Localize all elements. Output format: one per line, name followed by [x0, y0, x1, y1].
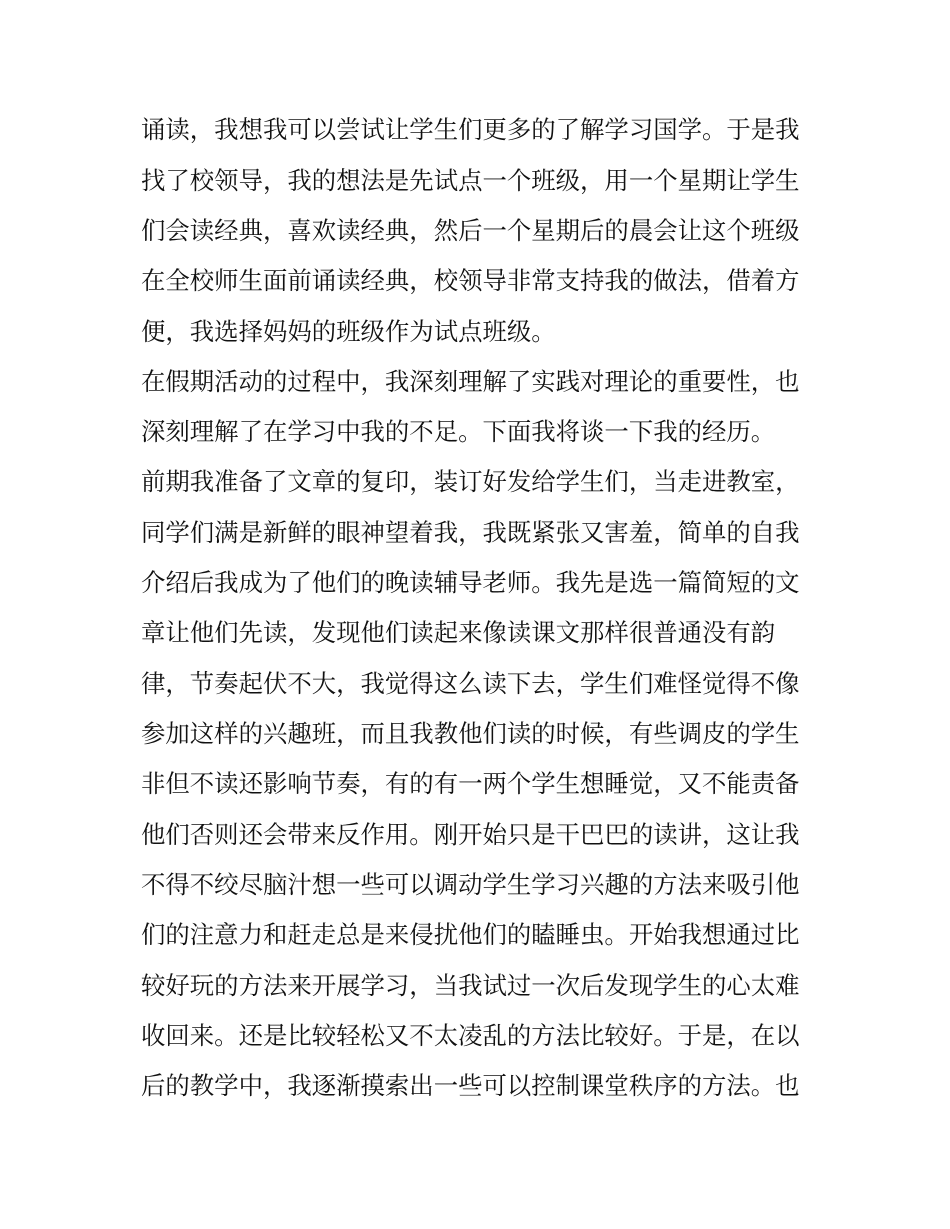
- text-line: 前期我准备了文章的复印，装订好发给学生们，当走进教室，: [141, 467, 800, 496]
- text-line: 们会读经典，喜欢读经典，然后一个星期后的晨会让这个班级: [141, 216, 800, 245]
- text-line: 们的注意力和赶走总是来侵扰他们的瞌睡虫。开始我想通过比: [141, 920, 800, 949]
- text-line: 较好玩的方法来开展学习，当我试过一次后发现学生的心太难: [141, 971, 800, 1000]
- text-line: 在全校师生面前诵读经典，校领导非常支持我的做法，借着方: [141, 266, 800, 295]
- text-line: 便，我选择妈妈的班级作为试点班级。: [141, 317, 556, 346]
- text-line: 他们否则还会带来反作用。刚开始只是干巴巴的读讲，这让我: [141, 820, 800, 849]
- text-line: 收回来。还是比较轻松又不太凌乱的方法比较好。于是，在以: [141, 1021, 800, 1050]
- text-line: 律，节奏起伏不大，我觉得这么读下去，学生们难怪觉得不像: [141, 669, 800, 698]
- text-line: 深刻理解了在学习中我的不足。下面我将谈一下我的经历。: [141, 417, 776, 446]
- text-line: 诵读，我想我可以尝试让学生们更多的了解学习国学。于是我: [141, 115, 800, 144]
- text-line: 找了校领导，我的想法是先试点一个班级，用一个星期让学生: [141, 166, 800, 195]
- text-line: 在假期活动的过程中，我深刻理解了实践对理论的重要性，也: [141, 367, 800, 396]
- text-line: 参加这样的兴趣班，而且我教他们读的时候，有些调皮的学生: [141, 719, 800, 748]
- text-line: 同学们满是新鲜的眼神望着我，我既紧张又害羞，简单的自我: [141, 518, 800, 547]
- text-line: 后的教学中，我逐渐摸索出一些可以控制课堂秩序的方法。也: [141, 1071, 800, 1100]
- text-line: 介绍后我成为了他们的晚读辅导老师。我先是选一篇简短的文: [141, 568, 800, 597]
- text-line: 章让他们先读，发现他们读起来像读课文那样很普通没有韵: [141, 618, 776, 647]
- text-line: 不得不绞尽脑汁想一些可以调动学生学习兴趣的方法来吸引他: [141, 870, 800, 899]
- text-line: 非但不读还影响节奏，有的有一两个学生想睡觉，又不能责备: [141, 769, 800, 798]
